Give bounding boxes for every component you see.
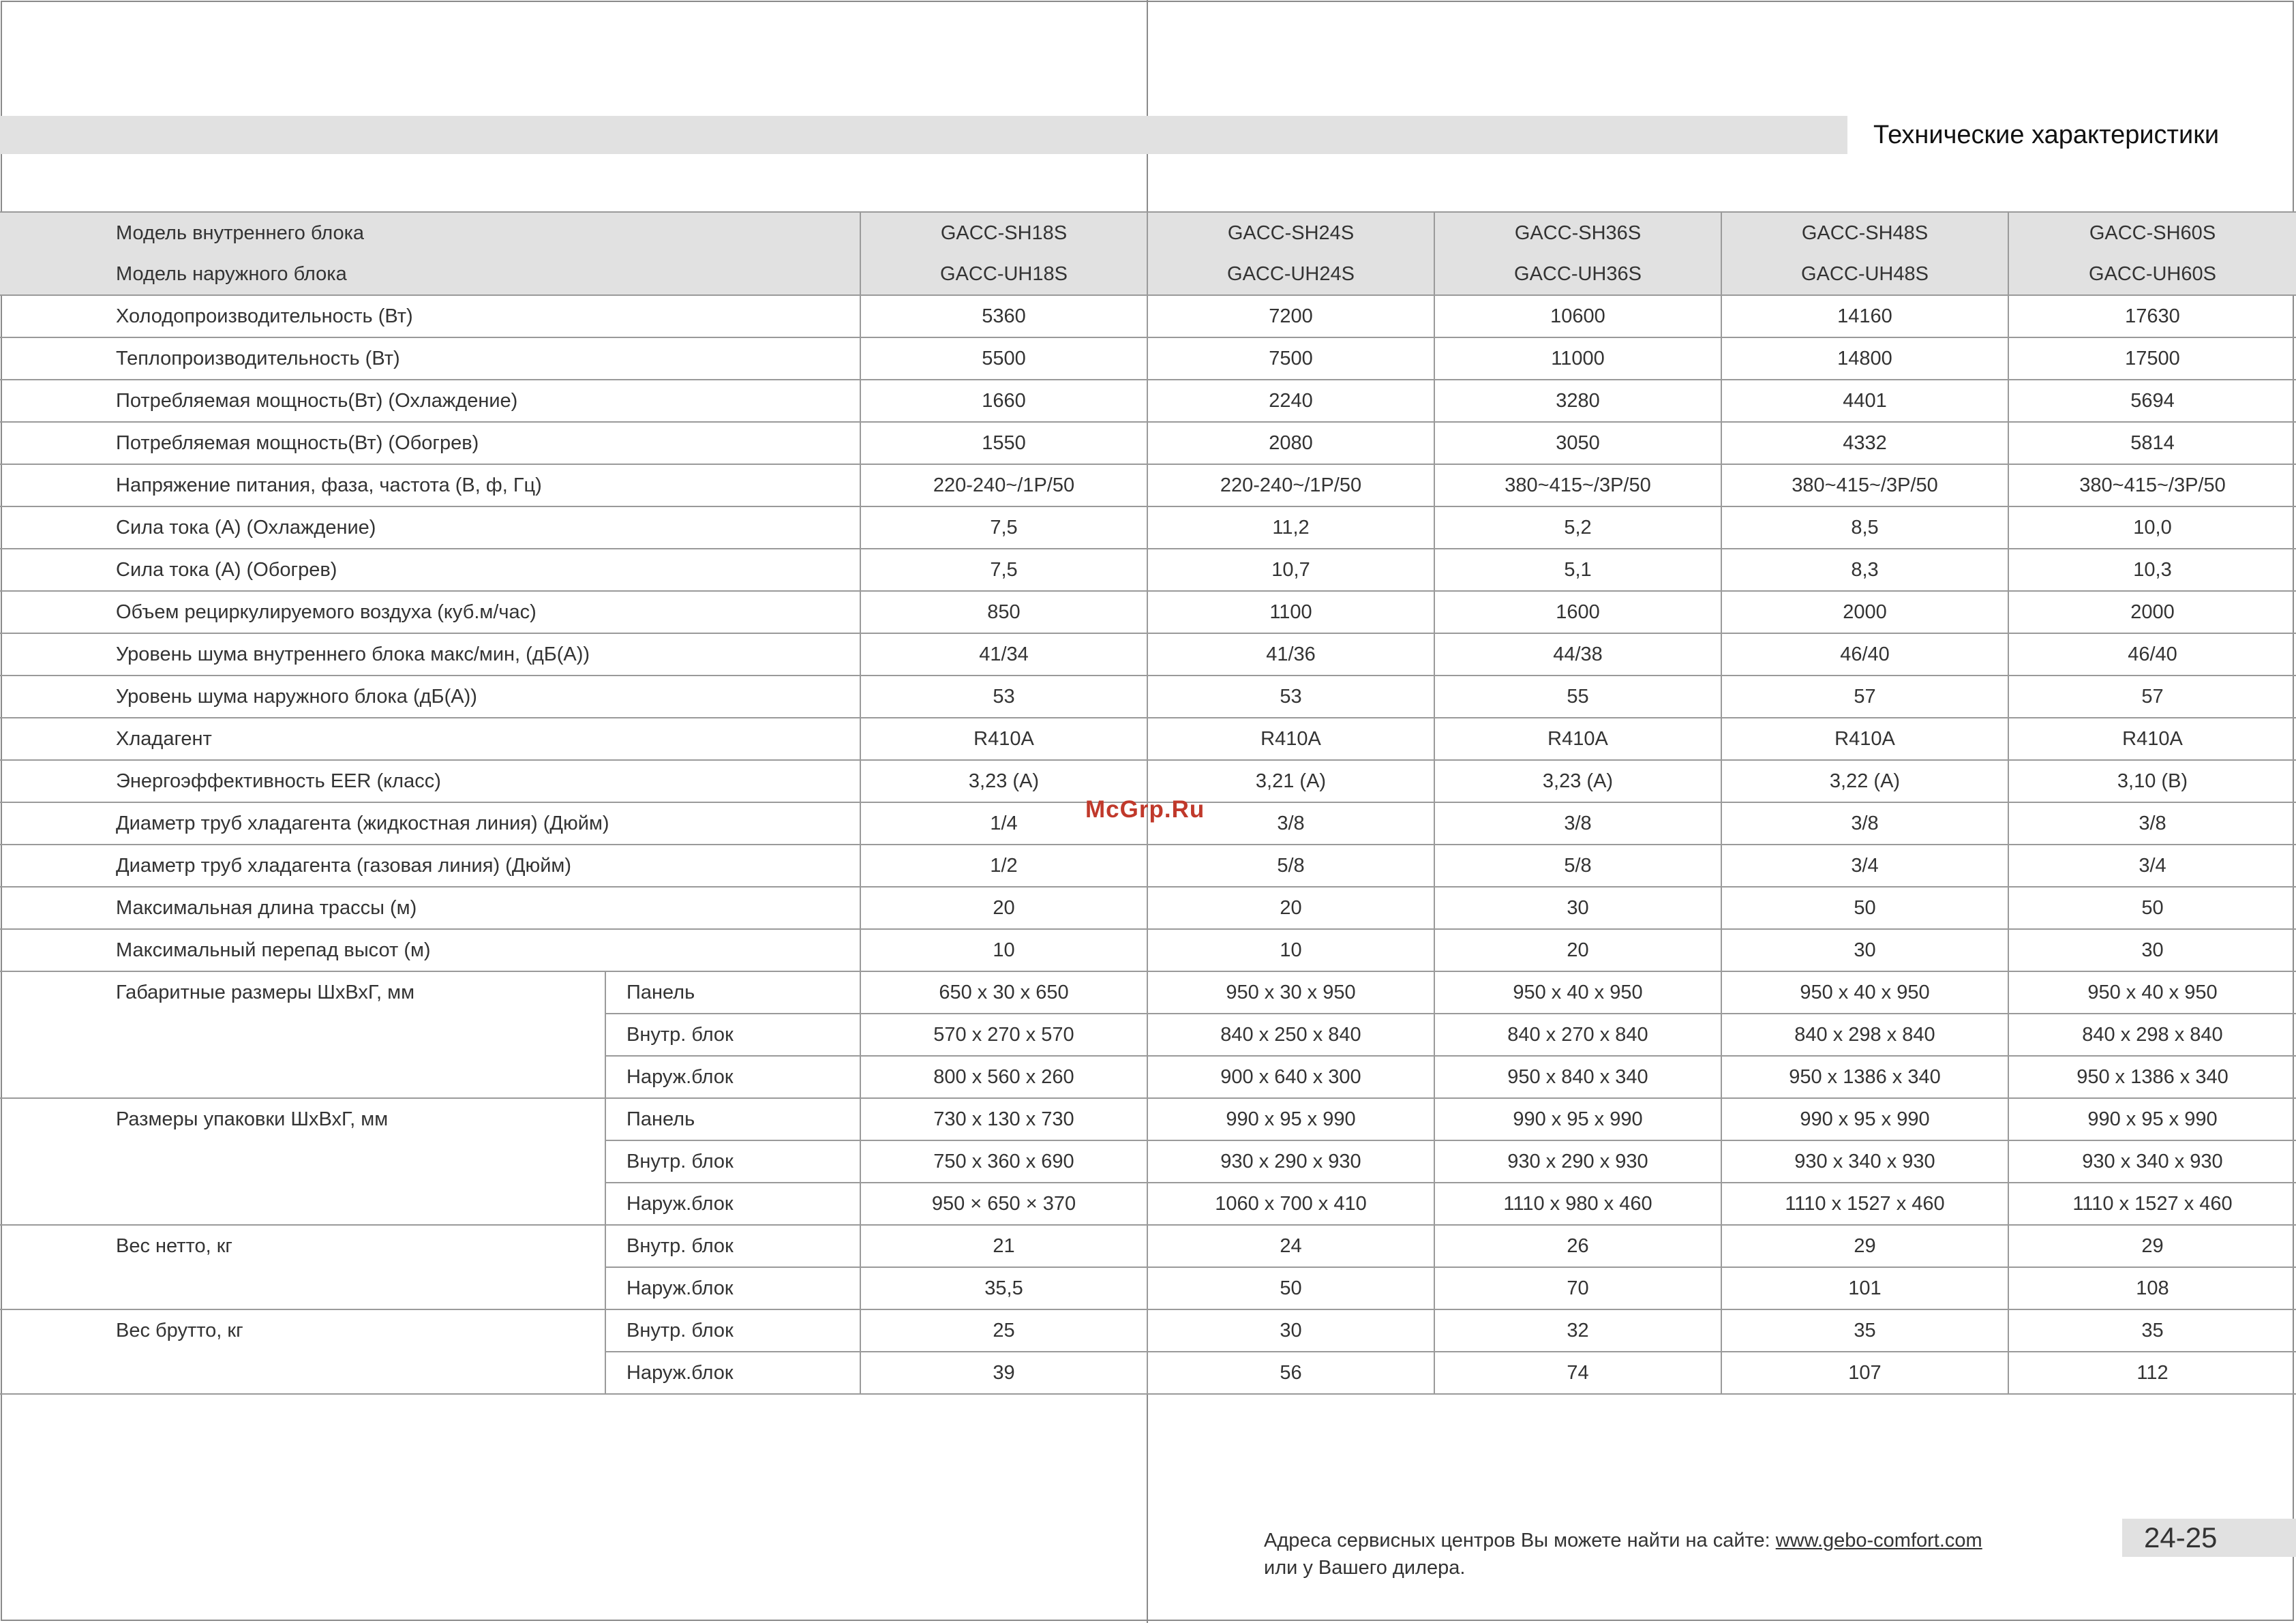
value-cell: 20 xyxy=(860,887,1147,929)
subrow-label: Внутр. блок xyxy=(605,1225,860,1267)
table-row xyxy=(0,464,2296,506)
value-cell: 46/40 xyxy=(2008,633,2296,676)
value-cell: 3050 xyxy=(1434,422,1721,464)
value-cell: 7,5 xyxy=(860,549,1147,591)
value-cell: 2000 xyxy=(2008,591,2296,633)
value-cell: 950 x 40 x 950 xyxy=(1434,971,1721,1014)
row-label: Энергоэффективность EER (класс) xyxy=(0,760,860,802)
value-cell: 650 x 30 x 650 xyxy=(860,971,1147,1014)
indoor-model: GACC-SH36S xyxy=(1514,222,1642,244)
table-row xyxy=(0,337,2296,380)
table-row xyxy=(0,380,2296,422)
value-cell: 930 x 290 x 930 xyxy=(1434,1140,1721,1183)
value-cell: 3,23 (A) xyxy=(860,760,1147,802)
value-cell: R410A xyxy=(1434,718,1721,760)
value-cell: 3/8 xyxy=(1147,802,1434,845)
indoor-model: GACC-SH24S xyxy=(1227,222,1355,244)
value-cell: 35 xyxy=(1721,1309,2008,1352)
table-row xyxy=(0,676,2296,718)
value-cell: 32 xyxy=(1434,1309,1721,1352)
value-cell: 39 xyxy=(860,1352,1147,1394)
value-cell: 840 x 270 x 840 xyxy=(1434,1014,1721,1056)
value-cell: 990 x 95 x 990 xyxy=(2008,1098,2296,1140)
value-cell: 990 x 95 x 990 xyxy=(1147,1098,1434,1140)
table-row xyxy=(0,591,2296,633)
subrow-label: Внутр. блок xyxy=(605,1140,860,1183)
model-cell xyxy=(1721,212,2008,295)
outdoor-model: GACC-UH24S xyxy=(1227,263,1355,285)
row-label: Теплопроизводительность (Вт) xyxy=(0,337,860,380)
table-row xyxy=(0,845,2296,887)
value-cell: 14800 xyxy=(1721,337,2008,380)
subrow-label: Наруж.блок xyxy=(605,1056,860,1098)
value-cell: 4401 xyxy=(1721,380,2008,422)
group-label: Габаритные размеры ШхВхГ, мм xyxy=(0,971,605,1098)
value-cell: 44/38 xyxy=(1434,633,1721,676)
value-cell: 10,3 xyxy=(2008,549,2296,591)
value-cell: 5,1 xyxy=(1434,549,1721,591)
value-cell: 3/8 xyxy=(1721,802,2008,845)
value-cell: 950 x 40 x 950 xyxy=(2008,971,2296,1014)
value-cell: 380~415~/3P/50 xyxy=(1434,464,1721,506)
outdoor-model: GACC-UH60S xyxy=(2089,263,2216,285)
footer-line-2: или у Вашего дилера. xyxy=(1264,1557,1466,1579)
outdoor-model: GACC-UH48S xyxy=(1801,263,1929,285)
value-cell: 950 x 30 x 950 xyxy=(1147,971,1434,1014)
value-cell: 950 x 1386 x 340 xyxy=(2008,1056,2296,1098)
row-label: Потребляемая мощность(Вт) (Обогрев) xyxy=(0,422,860,464)
value-cell: 1110 x 980 x 460 xyxy=(1434,1183,1721,1225)
value-cell: 950 x 1386 x 340 xyxy=(1721,1056,2008,1098)
value-cell: 3/4 xyxy=(1721,845,2008,887)
value-cell: 29 xyxy=(1721,1225,2008,1267)
value-cell: 7500 xyxy=(1147,337,1434,380)
footer-note-text: Адреса сервисных центров Вы можете найти на сайте: xyxy=(1264,1530,1776,1551)
value-cell: 20 xyxy=(1147,887,1434,929)
table-row xyxy=(0,1309,2296,1352)
value-cell: 5814 xyxy=(2008,422,2296,464)
indoor-model: GACC-SH60S xyxy=(2089,222,2216,244)
model-cell xyxy=(860,212,1147,295)
value-cell: 990 x 95 x 990 xyxy=(1721,1098,2008,1140)
value-cell: R410A xyxy=(860,718,1147,760)
value-cell: 5360 xyxy=(860,295,1147,337)
value-cell: 950 x 40 x 950 xyxy=(1721,971,2008,1014)
value-cell: 56 xyxy=(1147,1352,1434,1394)
value-cell: 20 xyxy=(1434,929,1721,971)
value-cell: 5,2 xyxy=(1434,506,1721,549)
table-row xyxy=(0,506,2296,549)
value-cell: 1600 xyxy=(1434,591,1721,633)
value-cell: 2080 xyxy=(1147,422,1434,464)
value-cell: 1110 x 1527 x 460 xyxy=(2008,1183,2296,1225)
table-row xyxy=(0,1098,2296,1140)
value-cell: 750 x 360 x 690 xyxy=(860,1140,1147,1183)
value-cell: 25 xyxy=(860,1309,1147,1352)
watermark: McGrp.Ru xyxy=(1085,796,1205,823)
value-cell: 3/4 xyxy=(2008,845,2296,887)
value-cell: 14160 xyxy=(1721,295,2008,337)
row-label: Уровень шума внутреннего блока макс/мин, (дБ(А)) xyxy=(0,633,860,676)
table-row xyxy=(0,295,2296,337)
value-cell: 5/8 xyxy=(1147,845,1434,887)
outdoor-model-label: Модель наружного блока xyxy=(116,263,347,285)
value-cell: 3,10 (B) xyxy=(2008,760,2296,802)
value-cell: 101 xyxy=(1721,1267,2008,1309)
value-cell: 900 x 640 x 300 xyxy=(1147,1056,1434,1098)
model-cell xyxy=(1147,212,1434,295)
value-cell: 53 xyxy=(1147,676,1434,718)
table-row xyxy=(0,887,2296,929)
value-cell: 950 x 840 x 340 xyxy=(1434,1056,1721,1098)
value-cell: 8,3 xyxy=(1721,549,2008,591)
value-cell: 1110 x 1527 x 460 xyxy=(1721,1183,2008,1225)
table-row xyxy=(0,971,2296,1014)
value-cell: 10 xyxy=(1147,929,1434,971)
value-cell: 50 xyxy=(1721,887,2008,929)
value-cell: 840 x 298 x 840 xyxy=(1721,1014,2008,1056)
value-cell: 17500 xyxy=(2008,337,2296,380)
value-cell: 10 xyxy=(860,929,1147,971)
subrow-label: Панель xyxy=(605,971,860,1014)
value-cell: 10,0 xyxy=(2008,506,2296,549)
value-cell: 26 xyxy=(1434,1225,1721,1267)
row-label: Объем рециркулируемого воздуха (куб.м/час) xyxy=(0,591,860,633)
value-cell: 30 xyxy=(2008,929,2296,971)
row-label: Уровень шума наружного блока (дБ(А)) xyxy=(0,676,860,718)
row-label: Потребляемая мощность(Вт) (Охлаждение) xyxy=(0,380,860,422)
row-label: Максимальная длина трассы (м) xyxy=(0,887,860,929)
value-cell: 990 x 95 x 990 xyxy=(1434,1098,1721,1140)
value-cell: 10,7 xyxy=(1147,549,1434,591)
value-cell: 50 xyxy=(1147,1267,1434,1309)
footer-line-1 xyxy=(1264,1527,1982,1554)
value-cell: 380~415~/3P/50 xyxy=(1721,464,2008,506)
value-cell: 1/4 xyxy=(860,802,1147,845)
row-label: Диаметр труб хладагента (газовая линия) (Дюйм) xyxy=(0,845,860,887)
value-cell: 840 x 298 x 840 xyxy=(2008,1014,2296,1056)
group-label: Вес нетто, кг xyxy=(0,1225,605,1309)
footer-note xyxy=(1264,1527,1982,1581)
subrow-label: Наруж.блок xyxy=(605,1267,860,1309)
row-label: Холодопроизводительность (Вт) xyxy=(0,295,860,337)
page-title: Технические характеристики xyxy=(1873,121,2220,149)
value-cell: 3,21 (A) xyxy=(1147,760,1434,802)
value-cell: 220-240~/1P/50 xyxy=(1147,464,1434,506)
indoor-model: GACC-SH18S xyxy=(940,222,1068,244)
value-cell: 10600 xyxy=(1434,295,1721,337)
group-label: Размеры упаковки ШхВхГ, мм xyxy=(0,1098,605,1225)
value-cell: 1100 xyxy=(1147,591,1434,633)
value-cell: 730 x 130 x 730 xyxy=(860,1098,1147,1140)
value-cell: 1/2 xyxy=(860,845,1147,887)
value-cell: 70 xyxy=(1434,1267,1721,1309)
value-cell: 380~415~/3P/50 xyxy=(2008,464,2296,506)
value-cell: 930 x 290 x 930 xyxy=(1147,1140,1434,1183)
value-cell: R410A xyxy=(2008,718,2296,760)
value-cell: 2240 xyxy=(1147,380,1434,422)
value-cell: 30 xyxy=(1434,887,1721,929)
value-cell: 1060 x 700 x 410 xyxy=(1147,1183,1434,1225)
table-row xyxy=(0,718,2296,760)
value-cell: 57 xyxy=(2008,676,2296,718)
value-cell: 7,5 xyxy=(860,506,1147,549)
value-cell: 800 x 560 x 260 xyxy=(860,1056,1147,1098)
table-row xyxy=(0,549,2296,591)
value-cell: 930 x 340 x 930 xyxy=(2008,1140,2296,1183)
value-cell: R410A xyxy=(1147,718,1434,760)
table-row xyxy=(0,1225,2296,1267)
value-cell: 1550 xyxy=(860,422,1147,464)
value-cell: 2000 xyxy=(1721,591,2008,633)
value-cell: 3,23 (A) xyxy=(1434,760,1721,802)
value-cell: 112 xyxy=(2008,1352,2296,1394)
row-label: Диаметр труб хладагента (жидкостная линия) (Дюйм) xyxy=(0,802,860,845)
value-cell: R410A xyxy=(1721,718,2008,760)
value-cell: 55 xyxy=(1434,676,1721,718)
page-number: 24-25 xyxy=(2144,1521,2218,1553)
value-cell: 3/8 xyxy=(1434,802,1721,845)
table-row xyxy=(0,929,2296,971)
value-cell: 3/8 xyxy=(2008,802,2296,845)
subrow-label: Панель xyxy=(605,1098,860,1140)
value-cell: 41/34 xyxy=(860,633,1147,676)
value-cell: 21 xyxy=(860,1225,1147,1267)
value-cell: 53 xyxy=(860,676,1147,718)
value-cell: 5500 xyxy=(860,337,1147,380)
subrow-label: Наруж.блок xyxy=(605,1183,860,1225)
row-label: Сила тока (А) (Обогрев) xyxy=(0,549,860,591)
value-cell: 35 xyxy=(2008,1309,2296,1352)
value-cell: 1660 xyxy=(860,380,1147,422)
value-cell: 5694 xyxy=(2008,380,2296,422)
row-label: Напряжение питания, фаза, частота (В, ф, Гц) xyxy=(0,464,860,506)
subrow-label: Наруж.блок xyxy=(605,1352,860,1394)
row-label: Хладагент xyxy=(0,718,860,760)
indoor-model: GACC-SH48S xyxy=(1801,222,1929,244)
model-cell xyxy=(1434,212,1721,295)
outdoor-model: GACC-UH36S xyxy=(1514,263,1642,285)
value-cell: 108 xyxy=(2008,1267,2296,1309)
value-cell: 11,2 xyxy=(1147,506,1434,549)
value-cell: 50 xyxy=(2008,887,2296,929)
value-cell: 11000 xyxy=(1434,337,1721,380)
subrow-label: Внутр. блок xyxy=(605,1014,860,1056)
value-cell: 3,22 (A) xyxy=(1721,760,2008,802)
value-cell: 74 xyxy=(1434,1352,1721,1394)
value-cell: 35,5 xyxy=(860,1267,1147,1309)
value-cell: 17630 xyxy=(2008,295,2296,337)
website-link[interactable]: www.gebo-comfort.com xyxy=(1775,1530,1982,1551)
value-cell: 220-240~/1P/50 xyxy=(860,464,1147,506)
outdoor-model: GACC-UH18S xyxy=(940,263,1068,285)
value-cell: 46/40 xyxy=(1721,633,2008,676)
value-cell: 24 xyxy=(1147,1225,1434,1267)
indoor-model-label: Модель внутреннего блока xyxy=(116,222,365,244)
table-header-row xyxy=(0,212,2296,295)
row-label: Максимальный перепад высот (м) xyxy=(0,929,860,971)
value-cell: 8,5 xyxy=(1721,506,2008,549)
value-cell: 107 xyxy=(1721,1352,2008,1394)
table-row xyxy=(0,422,2296,464)
value-cell: 3280 xyxy=(1434,380,1721,422)
value-cell: 840 x 250 x 840 xyxy=(1147,1014,1434,1056)
row-label: Сила тока (А) (Охлаждение) xyxy=(0,506,860,549)
model-labels-cell xyxy=(0,212,860,295)
value-cell: 29 xyxy=(2008,1225,2296,1267)
value-cell: 950 × 650 × 370 xyxy=(860,1183,1147,1225)
table-row xyxy=(0,633,2296,676)
value-cell: 30 xyxy=(1721,929,2008,971)
header-band xyxy=(0,116,1847,154)
group-label: Вес брутто, кг xyxy=(0,1309,605,1394)
value-cell: 4332 xyxy=(1721,422,2008,464)
value-cell: 5/8 xyxy=(1434,845,1721,887)
model-cell xyxy=(2008,212,2296,295)
value-cell: 7200 xyxy=(1147,295,1434,337)
value-cell: 41/36 xyxy=(1147,633,1434,676)
value-cell: 30 xyxy=(1147,1309,1434,1352)
subrow-label: Внутр. блок xyxy=(605,1309,860,1352)
value-cell: 57 xyxy=(1721,676,2008,718)
value-cell: 570 x 270 x 570 xyxy=(860,1014,1147,1056)
value-cell: 930 x 340 x 930 xyxy=(1721,1140,2008,1183)
value-cell: 850 xyxy=(860,591,1147,633)
